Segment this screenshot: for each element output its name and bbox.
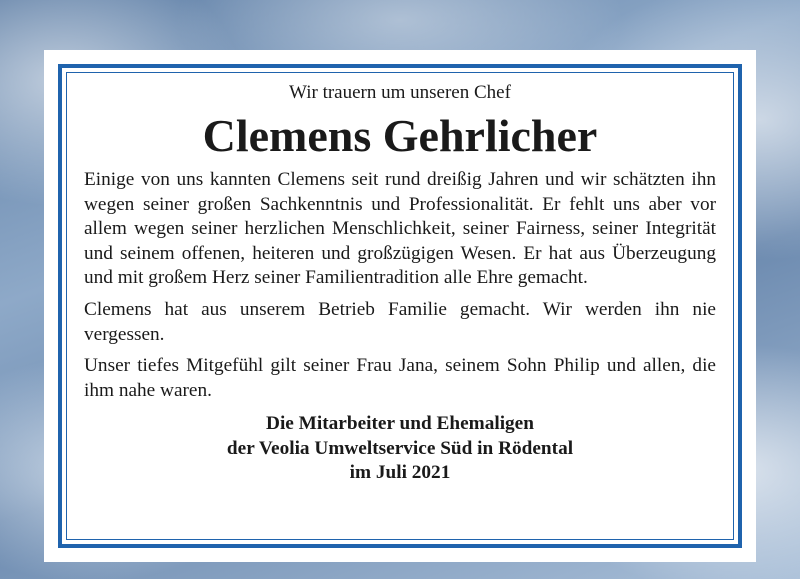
body-paragraph-2: Clemens hat aus unserem Betrieb Familie gemacht. Wir werden ihn nie vergessen. bbox=[84, 298, 716, 345]
notice-content bbox=[84, 82, 716, 486]
obituary-notice bbox=[44, 50, 756, 562]
deceased-name: Clemens Gehrlicher bbox=[202, 110, 598, 161]
signature-line-2: der Veolia Umweltservice Süd in Rödental bbox=[226, 437, 574, 459]
signature-line-1: Die Mitarbeiter und Ehemaligen bbox=[266, 413, 534, 435]
body-paragraph-3: Unser tiefes Mitgefühl gilt seiner Frau Jana, seinem Sohn Philip und allen, die ihm nahe waren. bbox=[84, 355, 716, 401]
intro-line: Wir trauern um unseren Chef bbox=[289, 82, 511, 103]
signature-block bbox=[84, 412, 716, 486]
signature-date: im Juli 2021 bbox=[349, 462, 451, 484]
body-paragraph-1: Einige von uns kannten Clemens seit rund dreißig Jahren und wir schätzten ihn wegen seiner großen Sachkenntnis und Professionalität. Er fehlt uns aber vor allem wegen seiner herzlichen Menschlichkeit, seiner Fairness, seiner Integrität und seinem offenen, heiteren und großzügigen Wesen. Er hat aus Überzeugung und mit großem Herz seiner Familientradition alle Ehre gemacht. bbox=[84, 169, 716, 289]
